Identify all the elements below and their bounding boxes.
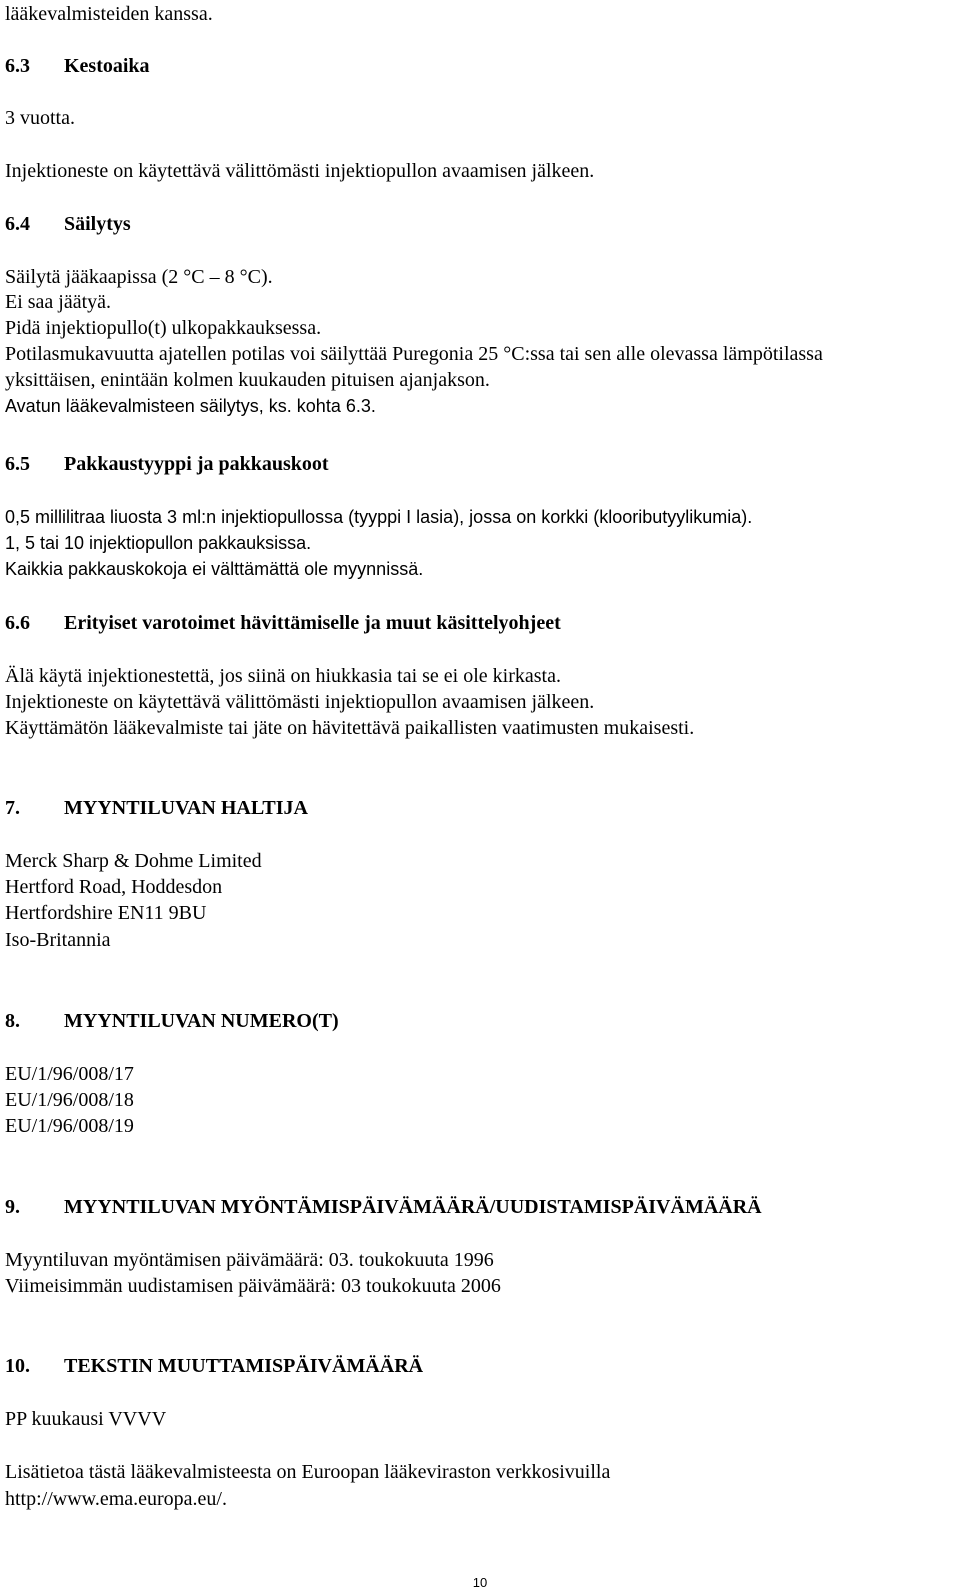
text-line: Myyntiluvan myöntämisen päivämäärä: 03. toukokuuta 1996 — [5, 1249, 494, 1271]
section-heading-8 — [5, 1009, 339, 1033]
text-line: Pidä injektiopullo(t) ulkopakkauksessa. — [5, 317, 322, 339]
text-line: Käyttämätön lääkevalmiste tai jäte on hävitettävä paikallisten vaatimusten mukaisesti. — [5, 717, 695, 739]
text-line: Potilasmukavuutta ajatellen potilas voi säilyttää Puregonia 25 °C:ssa tai sen alle olevassa lämpötilassa — [5, 343, 823, 365]
text-line: Iso-Britannia — [5, 929, 111, 951]
section-heading-9 — [5, 1195, 762, 1219]
text-line: Ei saa jäätyä. — [5, 291, 112, 313]
url-text: http://www.ema.europa.eu/. — [5, 1488, 227, 1510]
section-title: Säilytys — [64, 213, 131, 235]
text-line: Injektioneste on käytettävä välittömästi injektiopullon avaamisen jälkeen. — [5, 691, 595, 713]
section-heading-7 — [5, 796, 308, 820]
section-number: 6.6 — [5, 612, 30, 634]
text-line: 1, 5 tai 10 injektiopullon pakkauksissa. — [5, 533, 312, 553]
text-line: 0,5 millilitraa liuosta 3 ml:n injektiopullossa (tyyppi I lasia), jossa on korkki (klooributyylikumia). — [5, 507, 753, 527]
section-heading-10 — [5, 1354, 423, 1378]
text-line: yksittäisen, enintään kolmen kuukauden pituisen ajanjakson. — [5, 369, 490, 391]
text-line: Injektioneste on käytettävä välittömästi injektiopullon avaamisen jälkeen. — [5, 160, 595, 182]
section-number: 9. — [5, 1196, 20, 1218]
text-line: Säilytä jääkaapissa (2 °C – 8 °C). — [5, 266, 273, 288]
text-line: Hertford Road, Hoddesdon — [5, 876, 223, 898]
text-line: Hertfordshire EN11 9BU — [5, 902, 207, 924]
text-line: Merck Sharp & Dohme Limited — [5, 850, 262, 872]
section-title: MYYNTILUVAN NUMERO(T) — [64, 1010, 339, 1032]
text-line: PP kuukausi VVVV — [5, 1408, 167, 1430]
text-line: EU/1/96/008/17 — [5, 1063, 134, 1085]
section-number: 10. — [5, 1355, 30, 1377]
section-heading-6-6 — [5, 611, 561, 635]
text-line: lääkevalmisteiden kanssa. — [5, 3, 213, 25]
section-title: Kestoaika — [64, 55, 150, 77]
text-line: EU/1/96/008/19 — [5, 1115, 134, 1137]
section-title: MYYNTILUVAN HALTIJA — [64, 797, 308, 819]
section-heading-6-5 — [5, 452, 329, 476]
text-line: Avatun lääkevalmisteen säilytys, ks. kohta 6.3. — [5, 396, 376, 416]
text-line: 3 vuotta. — [5, 107, 75, 129]
section-number: 6.5 — [5, 453, 30, 475]
text-line: EU/1/96/008/18 — [5, 1089, 134, 1111]
page-number: 10 — [472, 1575, 488, 1590]
section-number: 7. — [5, 797, 20, 819]
section-title: MYYNTILUVAN MYÖNTÄMISPÄIVÄMÄÄRÄ/UUDISTAMISPÄIVÄMÄÄRÄ — [64, 1196, 762, 1218]
section-number: 6.3 — [5, 55, 30, 77]
text-line: Viimeisimmän uudistamisen päivämäärä: 03 toukokuuta 2006 — [5, 1275, 501, 1297]
section-heading-6-4 — [5, 212, 131, 236]
section-number: 8. — [5, 1010, 20, 1032]
section-number: 6.4 — [5, 213, 30, 235]
section-title: Erityiset varotoimet hävittämiselle ja muut käsittelyohjeet — [64, 612, 561, 634]
section-heading-6-3 — [5, 54, 150, 78]
text-line: Älä käytä injektionestettä, jos siinä on hiukkasia tai se ei ole kirkasta. — [5, 665, 561, 687]
text-line: Lisätietoa tästä lääkevalmisteesta on Euroopan lääkeviraston verkkosivuilla — [5, 1461, 611, 1483]
section-title: TEKSTIN MUUTTAMISPÄIVÄMÄÄRÄ — [64, 1355, 424, 1377]
text-line: Kaikkia pakkauskokoja ei välttämättä ole myynnissä. — [5, 559, 424, 579]
section-title: Pakkaustyyppi ja pakkauskoot — [64, 453, 329, 475]
